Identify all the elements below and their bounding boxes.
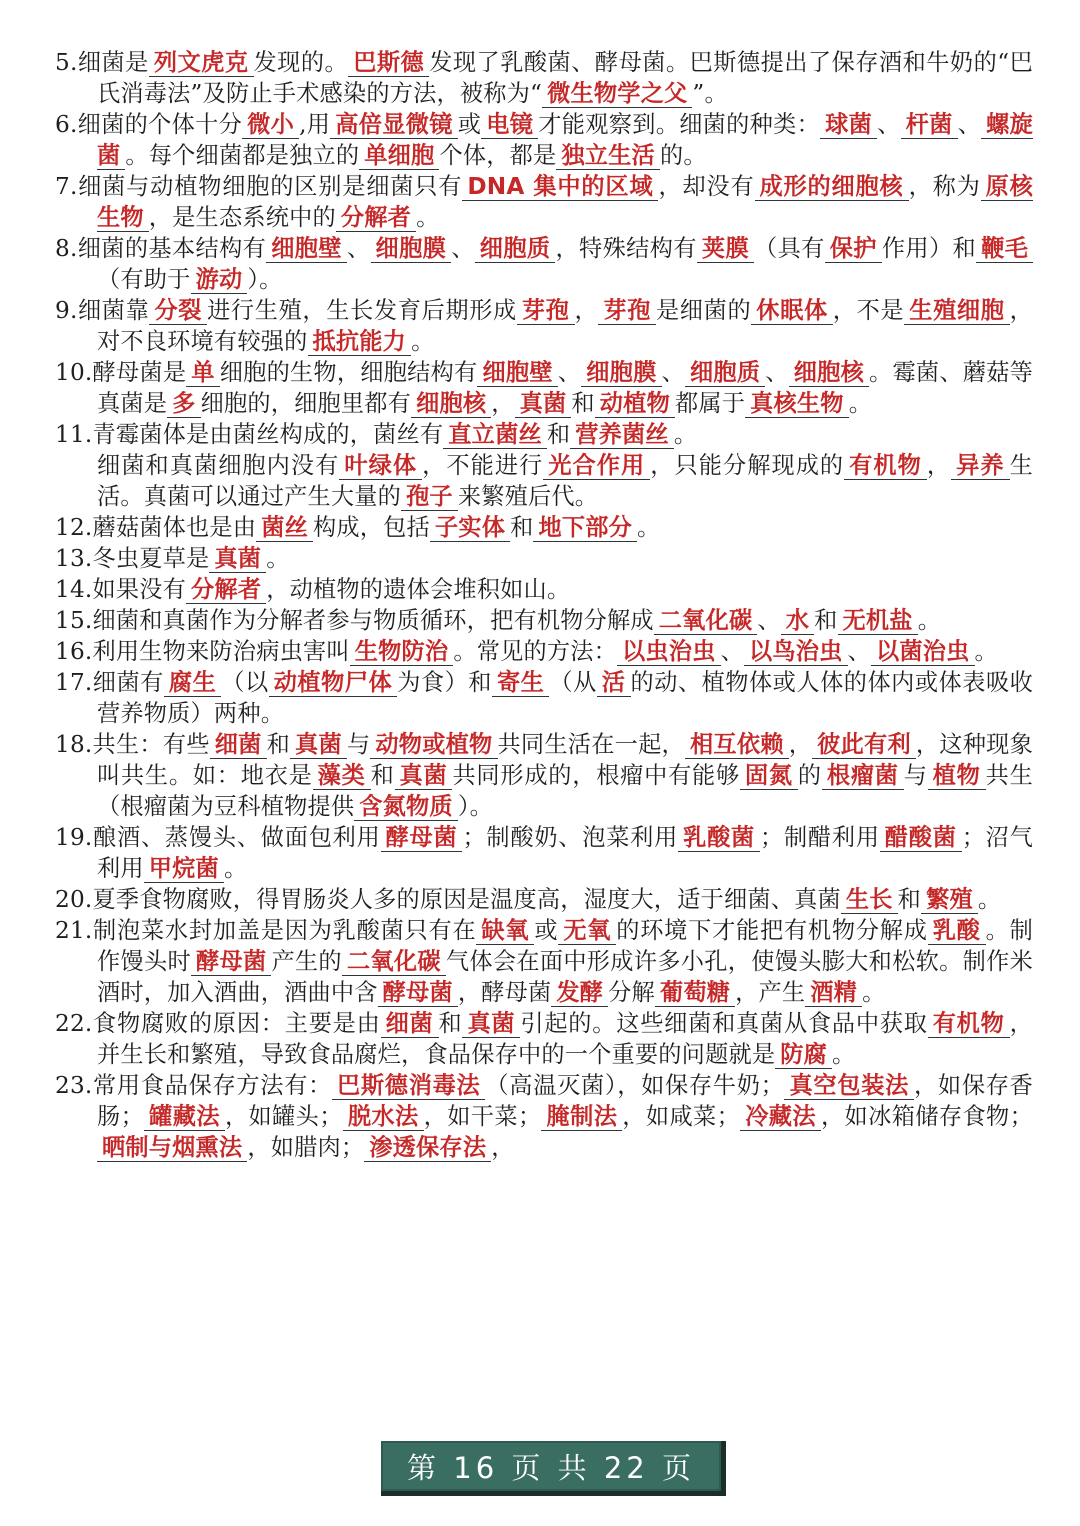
answer-blank: 荚膜: [697, 235, 754, 263]
answer-blank: 酵母菌: [378, 979, 458, 1007]
question-text: 或: [534, 917, 559, 944]
question-item: [55, 543, 1033, 574]
question-text: ，特殊结构有: [555, 235, 697, 262]
question-number: 8.: [55, 235, 78, 262]
answer-blank: 真菌: [395, 762, 453, 790]
question-item: [55, 47, 1033, 109]
answer-blank: 生长: [841, 886, 898, 914]
answer-blank: 独立生活: [556, 142, 660, 170]
question-text: 细菌有: [92, 669, 164, 696]
answer-blank: 微生物学之父: [542, 80, 692, 108]
question-text: ；沼气利用: [97, 824, 1033, 882]
question-number: 14.: [55, 576, 93, 603]
question-text: ，这种现象叫共生。如：地衣是: [97, 731, 1033, 789]
question-text: ，对不良环境有较强的: [97, 297, 1033, 355]
question-text: ；制醋利用: [760, 824, 880, 851]
answer-blank: 缺氧: [476, 917, 534, 945]
question-text: 。: [832, 1041, 856, 1068]
question-text: 产生的: [271, 948, 342, 975]
question-number: 9.: [55, 297, 78, 324]
question-text: 、: [847, 638, 871, 665]
question-text: 都属于: [674, 390, 746, 417]
answer-blank: 相互依赖: [685, 731, 789, 759]
question-text: 细菌和真菌作为分解者参与物质循环，把有机物分解成: [92, 607, 654, 634]
question-text: 。常见的方法：: [453, 638, 618, 665]
answer-blank: 微小: [242, 111, 299, 139]
question-text: 食物腐败的原因：主要是由: [92, 1010, 381, 1037]
question-text: 的环境下才能把有机物分解成: [616, 917, 928, 944]
answer-blank: 细胞核: [411, 390, 491, 418]
answer-blank: 细胞壁: [266, 235, 347, 263]
question-text: 引起的。这些细菌和真菌从食品中获取: [520, 1010, 928, 1037]
answer-blank: 二氧化碳: [342, 948, 446, 976]
page-indicator-label: 第 16 页 共 22 页: [407, 1450, 695, 1485]
question-text: （以: [221, 669, 269, 696]
question-item: [55, 1008, 1033, 1070]
answer-blank: 冷藏法: [740, 1103, 821, 1131]
question-text: 构成，包括: [312, 514, 430, 541]
question-number: 11.: [55, 421, 93, 448]
answer-blank: 细菌: [210, 731, 267, 759]
question-text: （具有: [754, 235, 825, 262]
question-item: [55, 822, 1033, 884]
question-text: 细菌的基本结构有: [77, 235, 267, 262]
question-text: 、: [346, 235, 371, 262]
question-text: 来繁殖后代。: [457, 483, 599, 510]
question-text: 夏季食物腐败，得胃肠炎人多的原因是温度高，湿度大，适于细菌、真菌: [92, 886, 841, 913]
answer-blank: 叶绿体: [339, 452, 422, 480]
question-item: [55, 419, 1033, 512]
question-text: ，如保存香肠；: [97, 1072, 1034, 1130]
answer-blank: 巴斯德消毒法: [332, 1072, 485, 1100]
question-text: 细胞的，细胞里都有: [200, 390, 412, 417]
question-item: [55, 357, 1033, 419]
question-item: [55, 884, 1033, 915]
question-text: 生活。真菌可以通过产生大量的: [97, 452, 1034, 510]
answer-blank: 根瘤菌: [822, 762, 904, 790]
question-text: 青霉菌体是由菌丝构成的，菌丝有: [92, 421, 444, 448]
question-number: 7.: [55, 173, 78, 200]
question-text: ”。: [692, 80, 728, 107]
question-text: 。: [974, 638, 998, 665]
answer-blank: 真核生物: [745, 390, 849, 418]
question-number: 22.: [55, 1010, 93, 1037]
question-number: 13.: [55, 545, 93, 572]
answer-blank: 有机物: [928, 1010, 1010, 1038]
question-text: ，: [574, 297, 599, 324]
answer-blank: 杆菌: [901, 111, 958, 139]
question-text: 共同生活在一起，: [497, 731, 685, 758]
question-text: 。: [637, 514, 661, 541]
question-text: ，并生长和繁殖，导致食品腐烂，食品保存中的一个重要的问题就是: [97, 1010, 1033, 1068]
question-text: ，称为: [908, 173, 981, 200]
answer-blank: 异养: [951, 452, 1009, 480]
question-text: 、: [557, 359, 582, 386]
question-text: 。: [848, 390, 873, 417]
question-item: [55, 667, 1033, 729]
question-text: 、: [720, 638, 744, 665]
question-item: [55, 1070, 1033, 1163]
question-item: [55, 574, 1033, 605]
worksheet-body: [55, 47, 1033, 1163]
question-text: 细胞的生物，细胞结构有: [219, 359, 478, 386]
answer-blank: 细胞核: [789, 359, 869, 387]
answer-blank: 电镜: [481, 111, 538, 139]
question-text: 。: [223, 855, 248, 882]
answer-blank: 细菌: [381, 1010, 439, 1038]
answer-blank: 酵母菌: [381, 824, 463, 852]
question-number: 16.: [55, 638, 93, 665]
question-number: 6.: [55, 111, 78, 138]
answer-blank: 植物: [928, 762, 986, 790]
answer-blank: 醋酸菌: [880, 824, 962, 852]
question-text: （有助于: [97, 266, 191, 293]
answer-blank: 真菌: [515, 390, 572, 418]
answer-blank: 细胞质: [685, 359, 765, 387]
question-text: ，是生态系统中的: [148, 204, 336, 231]
question-text: 和: [438, 1010, 463, 1037]
question-text: 制泡菜水封加盖是因为乳酸菌只有在: [92, 917, 477, 944]
question-text: 作用）和: [881, 235, 977, 262]
question-text: 冬虫夏草是: [92, 545, 210, 572]
answer-blank: 螺旋菌: [97, 111, 1034, 169]
question-text: 、: [451, 235, 475, 262]
answer-blank: 细胞膜: [581, 359, 661, 387]
question-text: 细菌靠: [77, 297, 150, 324]
question-text: 的动、植物体或人体的体内或体表吸收营养物质）两种。: [97, 669, 1034, 727]
question-number: 20.: [55, 886, 93, 913]
answer-blank: 脱水法: [343, 1103, 424, 1131]
question-text: 。: [673, 421, 698, 448]
answer-blank: 繁殖: [921, 886, 978, 914]
question-text: ，产生: [735, 979, 806, 1006]
question-text: ）。: [247, 266, 283, 293]
question-text: 、: [757, 607, 781, 634]
question-text: 。: [411, 328, 435, 355]
question-text: 。: [416, 204, 440, 231]
question-text: ，只能分解现成的: [650, 452, 845, 479]
question-item: [55, 729, 1033, 822]
answer-blank: 真菌: [209, 545, 266, 573]
answer-blank: 二氧化碳: [654, 607, 758, 635]
question-text: 气体会在面中形成许多小孔，使馒头膨大和松软。制作米酒时，加入酒曲，酒曲中含: [97, 948, 1033, 1006]
question-text: 、: [765, 359, 789, 386]
question-text: ，: [491, 390, 515, 417]
answer-blank: 发酵: [551, 979, 608, 1007]
question-text: 细菌和真菌细胞内没有: [97, 452, 340, 479]
answer-blank: 乳酸菌: [678, 824, 760, 852]
question-text: 共生（根瘤菌为豆科植物提供: [97, 762, 1033, 820]
question-text: ；制酸奶、泡菜利用: [462, 824, 679, 851]
question-text: 和: [546, 421, 571, 448]
answer-blank: 生殖细胞: [904, 297, 1009, 325]
question-text: 的。: [659, 142, 707, 169]
question-text: ,用: [299, 111, 331, 138]
answer-blank: 固氮: [740, 762, 798, 790]
question-text: （从: [549, 669, 597, 696]
question-number: 18.: [55, 731, 93, 758]
answer-blank: 腌制法: [541, 1103, 622, 1131]
question-text: 常用食品保存方法有：: [92, 1072, 332, 1099]
question-text: 。: [977, 886, 1002, 913]
answer-blank: 单细胞: [359, 142, 439, 170]
answer-blank: 真空包装法: [784, 1072, 914, 1100]
question-number: 17.: [55, 669, 93, 696]
answer-blank: 多: [167, 390, 200, 418]
question-text: 或: [457, 111, 482, 138]
answer-blank: 真菌: [290, 731, 347, 759]
answer-blank: 单: [186, 359, 219, 387]
question-item: [55, 512, 1033, 543]
answer-blank: 子实体: [430, 514, 510, 542]
question-text: 共同形成的，根瘤中有能够: [452, 762, 740, 789]
answer-blank: 彼此有利: [812, 731, 916, 759]
answer-blank: 水: [781, 607, 814, 635]
question-number: 15.: [55, 607, 93, 634]
question-text: 和: [266, 731, 291, 758]
answer-blank: DNA 集中的区域: [462, 173, 658, 201]
question-text: ，酵母菌: [457, 979, 552, 1006]
answer-blank: 保护: [825, 235, 882, 263]
answer-blank: 鞭毛: [976, 235, 1033, 263]
answer-blank: 葡萄糖: [655, 979, 735, 1007]
question-text: 酵母菌是: [92, 359, 187, 386]
answer-blank: 罐藏法: [144, 1103, 225, 1131]
question-text: 、: [661, 359, 685, 386]
answer-blank: 巴斯德: [348, 49, 429, 77]
answer-blank: 孢子: [401, 483, 458, 511]
answer-blank: 酒精: [805, 979, 862, 1007]
question-text: 和: [510, 514, 534, 541]
question-text: 。: [266, 545, 290, 572]
answer-blank: 游动: [191, 266, 248, 294]
answer-blank: 乳酸: [928, 917, 986, 945]
answer-blank: 动植物: [595, 390, 675, 418]
answer-blank: 分解者: [336, 204, 416, 232]
answer-blank: 成形的细胞核: [755, 173, 909, 201]
question-number: 23.: [55, 1072, 93, 1099]
answer-blank: 藻类: [313, 762, 371, 790]
question-text: ，动植物的遗体会堆积如山。: [266, 576, 571, 603]
answer-blank: 渗透保存法: [364, 1134, 491, 1162]
question-text: 发现的。: [253, 49, 349, 76]
question-number: 10.: [55, 359, 93, 386]
question-item: [55, 109, 1033, 171]
answer-blank: 光合作用: [543, 452, 650, 480]
question-text: ，如干菜；: [423, 1103, 542, 1130]
question-text: 个体，都是: [439, 142, 557, 169]
question-text: ，却没有: [658, 173, 755, 200]
question-text: ，不是: [832, 297, 905, 324]
question-text: 和: [814, 607, 838, 634]
answer-blank: 动物或植物: [370, 731, 497, 759]
answer-blank: 防腐: [775, 1041, 832, 1069]
question-text: 、: [957, 111, 982, 138]
question-item: [55, 605, 1033, 636]
question-text: 和: [571, 390, 595, 417]
question-text: 发现了乳酸菌、酵母菌。巴斯德提出了保存酒和牛奶的“巴氏消毒法”及防止手术感染的方法，被称为“: [97, 49, 1033, 107]
question-text: 才能观察到。细菌的种类：: [538, 111, 821, 138]
question-text: ，: [926, 452, 952, 479]
question-item: [55, 636, 1033, 667]
question-text: ，不能进行: [422, 452, 544, 479]
question-number: 5.: [55, 49, 78, 76]
question-text: 进行生殖，生长发育后期形成: [207, 297, 517, 324]
answer-blank: 晒制与烟熏法: [97, 1134, 247, 1162]
question-text: ，: [491, 1134, 515, 1161]
question-text: 。: [862, 979, 886, 1006]
question-text: 。: [917, 607, 942, 634]
answer-blank: 分解者: [186, 576, 266, 604]
question-item: [55, 295, 1033, 357]
answer-blank: 有机物: [844, 452, 927, 480]
question-text: ，如冰箱储存食物；: [820, 1103, 1034, 1130]
answer-blank: 菌丝: [256, 514, 313, 542]
question-text: 是细菌的: [655, 297, 752, 324]
answer-blank: 动植物尸体: [269, 669, 397, 697]
question-number: 21.: [55, 917, 93, 944]
answer-blank: 休眠体: [751, 297, 832, 325]
question-text: （高温灭菌），如保存牛奶；: [485, 1072, 784, 1099]
answer-blank: 细胞壁: [477, 359, 557, 387]
answer-blank: 寄生: [492, 669, 549, 697]
answer-blank: 以虫治虫: [617, 638, 721, 666]
answer-blank: 球菌: [820, 111, 877, 139]
answer-blank: 芽孢: [517, 297, 575, 325]
question-text: 分解: [608, 979, 655, 1006]
answer-blank: 酵母菌: [191, 948, 271, 976]
answer-blank: 含氮物质: [354, 793, 458, 821]
question-text: ，: [788, 731, 813, 758]
question-text: 和: [370, 762, 395, 789]
question-text: 如果没有: [92, 576, 187, 603]
question-text: 蘑菇菌体也是由: [92, 514, 257, 541]
question-text: 与: [346, 731, 371, 758]
question-text: 利用生物来防治病虫害叫: [92, 638, 350, 665]
question-item: [55, 171, 1033, 233]
answer-blank: 芽孢: [598, 297, 656, 325]
answer-blank: 真菌: [462, 1010, 520, 1038]
question-text: ，如腊肉；: [247, 1134, 365, 1161]
question-text: ）。: [457, 793, 494, 820]
question-text: ，如罐头；: [224, 1103, 343, 1130]
question-text: 。霉菌、蘑菇等真菌是: [97, 359, 1034, 417]
question-text: 的: [797, 762, 822, 789]
answer-blank: 地下部分: [533, 514, 637, 542]
answer-blank: 抵抗能力: [308, 328, 412, 356]
question-text: 细菌的个体十分: [77, 111, 243, 138]
question-text: 、: [877, 111, 901, 138]
answer-blank: 列文虎克: [149, 49, 254, 77]
page-indicator: [381, 1441, 726, 1496]
question-text: 与: [903, 762, 928, 789]
answer-blank: 营养菌丝: [570, 421, 674, 449]
answer-blank: 以鸟治虫: [744, 638, 848, 666]
answer-blank: 甲烷菌: [144, 855, 224, 883]
answer-blank: 高倍显微镜: [330, 111, 457, 139]
answer-blank: 分裂: [149, 297, 207, 325]
answer-blank: 直立菌丝: [443, 421, 547, 449]
answer-blank: 细胞膜: [371, 235, 452, 263]
question-number: 19.: [55, 824, 93, 851]
answer-blank: 原核生物: [97, 173, 1033, 231]
answer-blank: 以菌治虫: [871, 638, 975, 666]
question-text: 。制作馒头时: [97, 917, 1033, 975]
question-text: 细菌与动植物细胞的区别是细菌只有: [77, 173, 463, 200]
answer-blank: 细胞质: [475, 235, 556, 263]
question-text: 为食）和: [397, 669, 492, 696]
question-text: 酿酒、蒸馒头、做面包利用: [92, 824, 381, 851]
answer-blank: 无氧: [558, 917, 616, 945]
answer-blank: 生物防治: [350, 638, 454, 666]
question-text: 和: [897, 886, 922, 913]
answer-blank: 活: [597, 669, 631, 697]
question-number: 12.: [55, 514, 93, 541]
question-item: [55, 233, 1033, 295]
question-text: 。每个细菌都是独立的: [125, 142, 360, 169]
question-text: 细菌是: [77, 49, 149, 76]
answer-blank: 腐生: [164, 669, 221, 697]
question-text: 共生：有些: [92, 731, 210, 758]
question-item: [55, 915, 1033, 1008]
question-text: ，如咸菜；: [622, 1103, 740, 1130]
answer-blank: 无机盐: [838, 607, 918, 635]
